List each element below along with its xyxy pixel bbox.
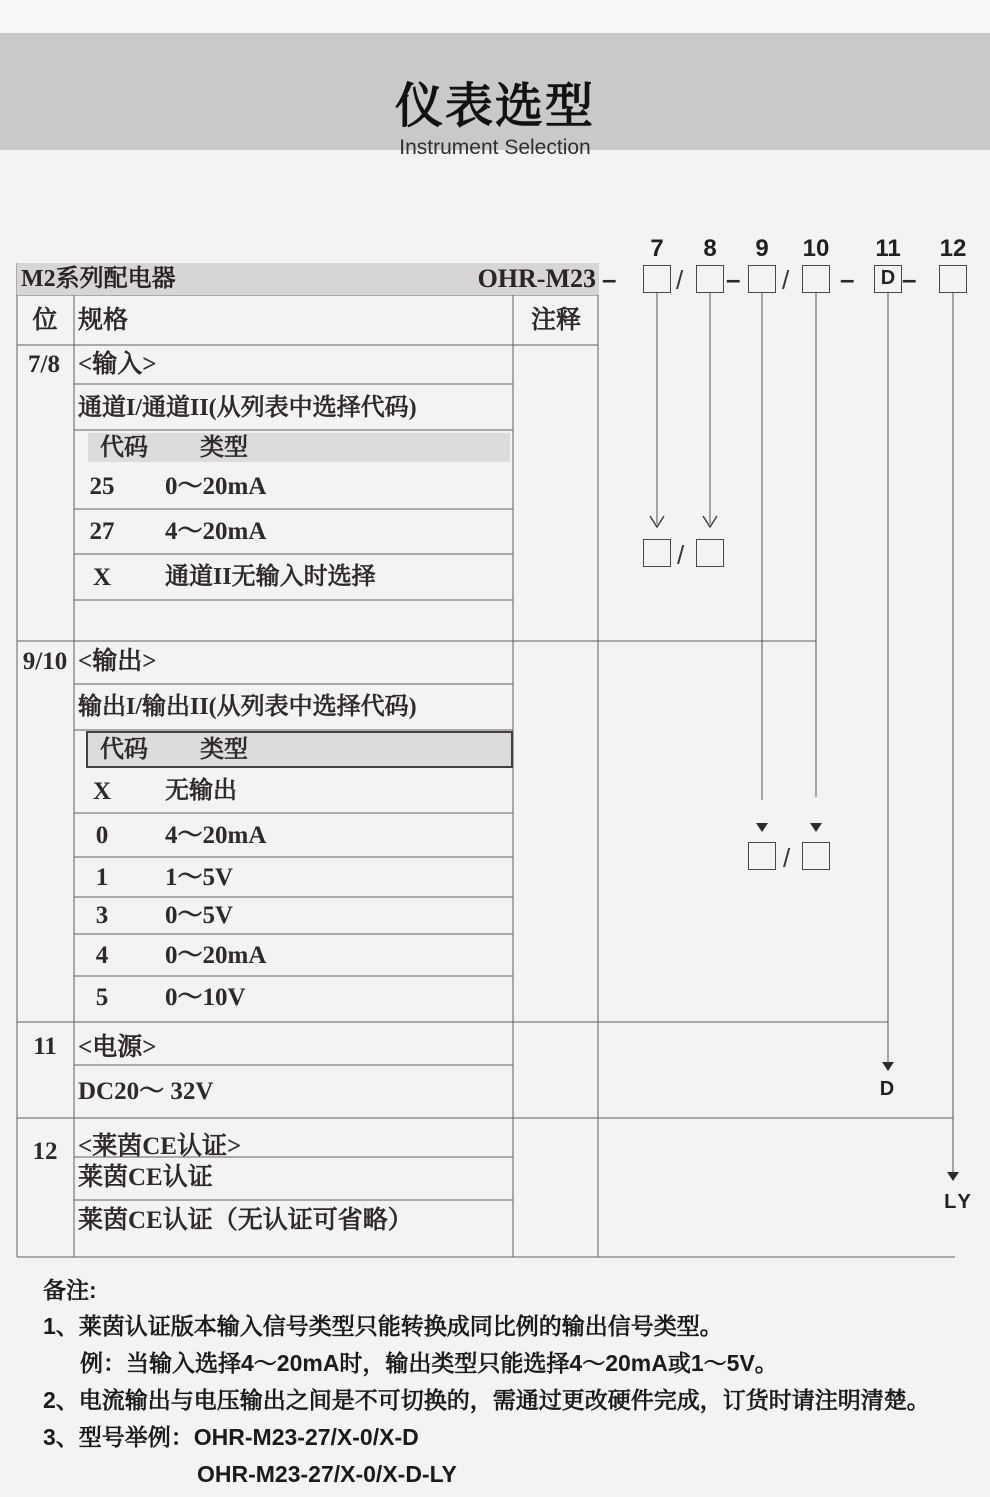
col-header-note: 注释 (530, 307, 582, 334)
code-header-bar-output (86, 731, 513, 768)
digit-10: 10 (802, 235, 830, 262)
code-header-label: 代码 (100, 435, 148, 461)
output2-box (802, 842, 830, 870)
ce-row: 莱茵CE认证 (78, 1164, 213, 1191)
col-header-spec: 规格 (78, 307, 129, 334)
section-heading-power: <电源> (78, 1034, 157, 1061)
code-cell: 3 (95, 902, 109, 929)
power-value: DC20～ 32V (78, 1078, 214, 1105)
section-sub-output: 输出I/输出II(从列表中选择代码) (78, 694, 417, 720)
type-header-label: 类型 (200, 737, 248, 763)
model-box-7 (643, 265, 671, 293)
section-pos-78: 7/8 (28, 351, 60, 378)
type-cell: 4～20mA (165, 518, 267, 545)
filled-arrowheads (756, 823, 959, 1181)
type-cell: 0～10V (165, 984, 246, 1011)
ce-code-label: LY (944, 1191, 974, 1213)
type-cell: 4～20mA (165, 822, 267, 849)
type-cell: 1～5V (165, 864, 234, 891)
section-pos-12: 12 (32, 1138, 58, 1165)
note-item: 2、电流输出与电压输出之间是不可切换的，需通过更改硬件完成，订货时请注明清楚。 (43, 1387, 930, 1413)
section-heading-input: <输入> (78, 351, 157, 378)
type-cell: 0～20mA (165, 473, 267, 500)
table-title-band (17, 263, 599, 295)
code-cell: X (92, 564, 112, 591)
code-cell: X (92, 778, 112, 805)
type-cell: 无输出 (165, 778, 237, 804)
code-cell: 4 (95, 942, 109, 969)
section-heading-output: <输出> (78, 648, 157, 675)
section-sub-input: 通道I/通道II(从列表中选择代码) (78, 395, 417, 421)
slash-separator: / (676, 265, 684, 295)
input-channel2-box (696, 539, 724, 567)
digit-8: 8 (703, 235, 717, 262)
digit-9: 9 (755, 235, 769, 262)
code-cell: 1 (95, 864, 109, 891)
open-arrowheads (650, 516, 717, 527)
code-header-label: 代码 (100, 737, 148, 763)
code-cell: 25 (89, 473, 115, 500)
note-item: OHR-M23-27/X-0/X-D-LY (197, 1461, 457, 1487)
note-item: 3、型号举例：OHR-M23-27/X-0/X-D (43, 1424, 419, 1450)
section-pos-11: 11 (33, 1033, 57, 1060)
note-item: 1、莱茵认证版本输入信号类型只能转换成同比例的输出信号类型。 (43, 1313, 723, 1339)
model-box-8 (696, 265, 724, 293)
note-item: 例：当输入选择4～20mA时，输出类型只能选择4～20mA或1～5V。 (80, 1350, 778, 1376)
page-title: 仪表选型 (394, 80, 595, 133)
series-label: M2系列配电器 (21, 266, 176, 292)
code-cell: 5 (95, 984, 109, 1011)
dash-separator: – (902, 264, 917, 294)
type-header-label: 类型 (200, 435, 248, 461)
diagram-drop-lines (657, 293, 953, 1172)
slash-separator: / (677, 540, 685, 570)
dash-separator: – (840, 264, 855, 294)
code-header-bar-input (88, 433, 510, 462)
model-box-9 (748, 265, 776, 293)
col-header-pos: 位 (32, 307, 58, 334)
model-box-11-power: D (874, 265, 902, 293)
notes-label: 备注: (43, 1277, 97, 1303)
input-channel1-box (643, 539, 671, 567)
dash-separator: – (602, 264, 617, 294)
section-pos-910: 9/10 (22, 648, 68, 675)
model-box-12 (939, 265, 967, 293)
output1-box (748, 842, 776, 870)
dash-separator: – (726, 264, 741, 294)
digit-11: 11 (875, 235, 901, 262)
type-cell: 0～5V (165, 902, 234, 929)
ce-row: 莱茵CE认证（无认证可省略） (78, 1207, 413, 1234)
type-cell: 0～20mA (165, 942, 267, 969)
section-heading-ce: <莱茵CE认证> (78, 1133, 242, 1160)
digit-7: 7 (650, 235, 664, 262)
code-cell: 27 (89, 518, 115, 545)
model-box-10 (802, 265, 830, 293)
slash-separator: / (783, 843, 791, 873)
slash-separator: / (782, 265, 790, 295)
page-subtitle: Instrument Selection (399, 136, 591, 159)
model-prefix: OHR-M23 (477, 264, 596, 293)
type-cell: 通道II无输入时选择 (165, 564, 376, 590)
digit-12: 12 (939, 235, 967, 262)
power-code-label: D (879, 1078, 895, 1100)
code-cell: 0 (95, 822, 109, 849)
